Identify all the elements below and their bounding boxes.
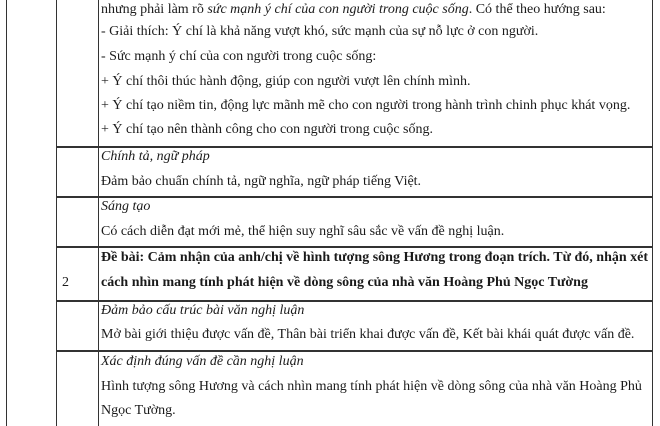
question-number: 2: [62, 275, 69, 290]
criterion-heading: Sáng tạo: [101, 199, 151, 214]
row-divider: [56, 350, 653, 352]
answer-line: - Giải thích: Ý chí là khả năng vượt khó, sức mạnh của sự nỗ lực ở con người.: [101, 24, 539, 39]
criterion-text: Mở bài giới thiệu được vấn đề, Thân bài triển khai được vấn đề, Kết bài khái quát được vấn đề.: [101, 327, 635, 342]
question-prompt: Đề bài: Cảm nhận của anh/chị về hình tượng sông Hương trong đoạn trích. Từ đó, nhận xét: [101, 250, 649, 265]
answer-line: - Sức mạnh ý chí của con người trong cuộc sống:: [101, 49, 377, 64]
criterion-text: Có cách diễn đạt mới mẻ, thể hiện suy nghĩ sâu sắc về vấn đề nghị luận.: [101, 224, 505, 239]
row-divider: [56, 246, 653, 248]
table-border-left: [6, 0, 7, 426]
question-prompt: cách nhìn mang tính phát hiện về dòng sông của nhà văn Hoàng Phủ Ngọc Tường: [101, 275, 588, 290]
criterion-text: Đảm bảo chuẩn chính tả, ngữ nghĩa, ngữ pháp tiếng Việt.: [101, 174, 422, 189]
answer-line: + Ý chí thôi thúc hành động, giúp con người vượt lên chính mình.: [101, 74, 471, 89]
answer-line: + Ý chí tạo niềm tin, động lực mãnh mẽ cho con người trong hành trình chinh phục khát vọng.: [101, 98, 631, 113]
table-border-right: [652, 0, 653, 426]
criterion-heading: Xác định đúng vấn đề cần nghị luận: [101, 354, 304, 369]
criterion-text: Hình tượng sông Hương và cách nhìn mang tính phát hiện về dòng sông của nhà văn Hoàng Phủ: [101, 379, 642, 394]
criterion-heading: Đảm bảo cấu trúc bài văn nghị luận: [101, 303, 305, 318]
answer-line: + Ý chí tạo nên thành công cho con người trong cuộc sống.: [101, 122, 433, 137]
criterion-heading: Chính tả, ngữ pháp: [101, 149, 210, 164]
answer-line: nhưng phải làm rõ sức mạnh ý chí của con người trong cuộc sống. Có thể theo hướng sau:: [101, 2, 606, 17]
column-divider: [98, 0, 99, 426]
column-divider: [56, 0, 57, 426]
criterion-text: Ngọc Tường.: [101, 403, 176, 418]
